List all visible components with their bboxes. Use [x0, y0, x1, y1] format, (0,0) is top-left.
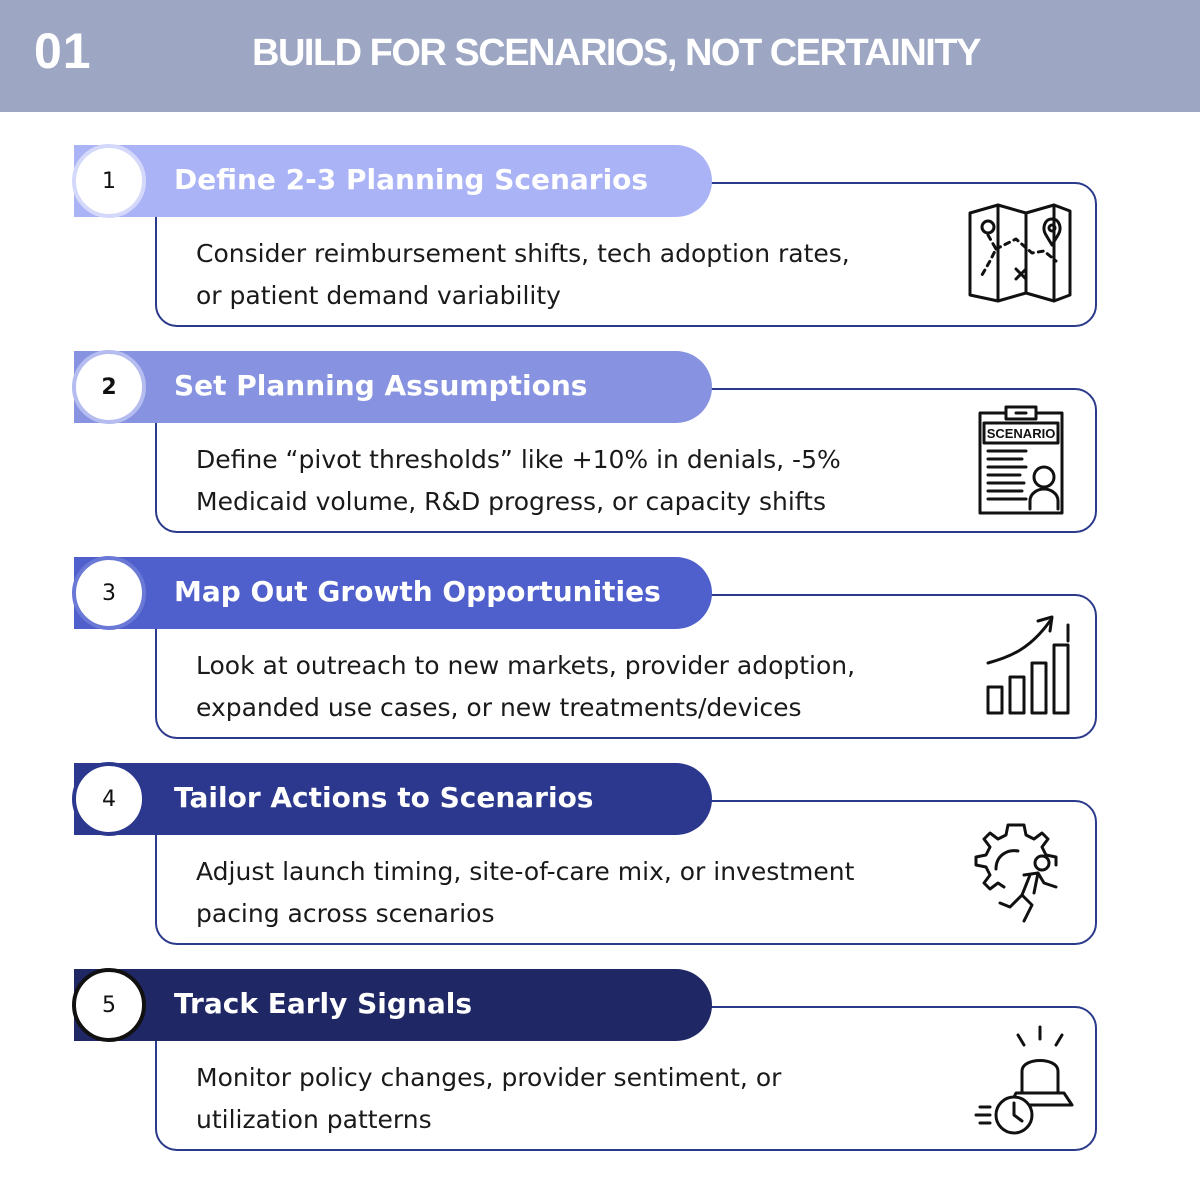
- description-line: Look at outreach to new markets, provider adoption,: [196, 651, 856, 680]
- step-number: 4: [102, 786, 116, 812]
- section-number: 01: [34, 23, 92, 79]
- step-number-circle: [72, 968, 146, 1042]
- description-line: utilization patterns: [196, 1105, 432, 1134]
- step-description: [196, 233, 916, 317]
- description-line: or patient demand variability: [196, 281, 561, 310]
- step-number-circle: [72, 556, 146, 630]
- step-title: Map Out Growth Opportunities: [174, 575, 661, 608]
- step-number: 2: [101, 374, 117, 400]
- header-banner: [0, 0, 1200, 112]
- step-2: [0, 351, 1200, 541]
- description-line: Define “pivot thresholds” like +10% in denials, -5%: [196, 445, 841, 474]
- step-title: Tailor Actions to Scenarios: [174, 781, 594, 814]
- step-4: [0, 763, 1200, 953]
- description-line: Medicaid volume, R&D progress, or capacity shifts: [196, 487, 826, 516]
- step-description: [196, 1057, 916, 1141]
- gear-runner-icon: [960, 817, 1084, 929]
- step-title: Track Early Signals: [174, 987, 473, 1020]
- description-line: Adjust launch timing, site-of-care mix, or investment: [196, 857, 855, 886]
- step-description: [196, 645, 916, 729]
- step-number-circle: [72, 762, 146, 836]
- map-icon: [960, 199, 1084, 311]
- description-line: Consider reimbursement shifts, tech adoption rates,: [196, 239, 850, 268]
- step-number: 3: [102, 580, 116, 606]
- growth-chart-icon: [960, 611, 1084, 723]
- description-line: expanded use cases, or new treatments/devices: [196, 693, 802, 722]
- description-line: Monitor policy changes, provider sentiment, or: [196, 1063, 782, 1092]
- step-number: 1: [102, 168, 116, 194]
- step-3: [0, 557, 1200, 747]
- section-title: BUILD FOR SCENARIOS, NOT CERTAINITY: [252, 32, 980, 74]
- step-number: 5: [102, 992, 116, 1018]
- icon-label: SCENARIO: [986, 426, 1056, 441]
- step-number-circle: [72, 144, 146, 218]
- clipboard-scenario-icon: [960, 405, 1084, 517]
- step-description: [196, 439, 916, 523]
- description-line: pacing across scenarios: [196, 899, 495, 928]
- alarm-clock-icon: [960, 1023, 1084, 1135]
- step-1: [0, 145, 1200, 335]
- step-description: [196, 851, 916, 935]
- step-title: Set Planning Assumptions: [174, 369, 588, 402]
- step-5: [0, 969, 1200, 1159]
- step-title: Define 2-3 Planning Scenarios: [174, 163, 649, 196]
- step-number-circle: [72, 350, 146, 424]
